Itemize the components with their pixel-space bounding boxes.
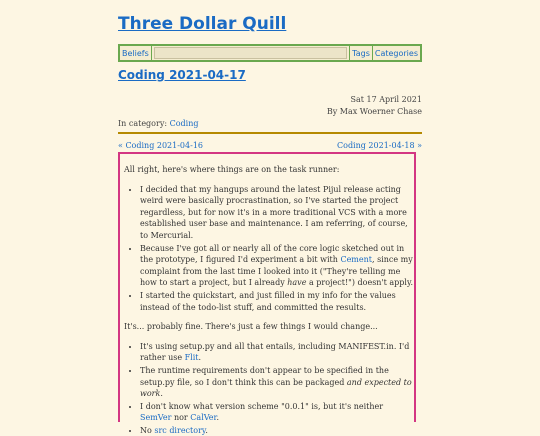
bullet-list-1 [124, 184, 414, 314]
site-title[interactable]: Three Dollar Quill [118, 14, 287, 34]
nav-beliefs-link[interactable]: Beliefs [122, 48, 149, 58]
divider [118, 132, 422, 134]
list-item: • Because I've got all or nearly all of the core logic sketched out in the prototype, I figured I'd experiment a bit with Cement, since my complaint from the last time I looked into it ("They're telling me how to start a project, but I already have a project!") doesn't apply. [140, 243, 414, 289]
post-author: By Max Woerner Chase [326, 107, 422, 116]
nav-categories-link[interactable]: Categories [374, 48, 418, 58]
category-label: In category: [118, 119, 168, 128]
bullet-list-2 [124, 341, 414, 436]
calver-link[interactable]: CalVer [190, 413, 217, 423]
category-link[interactable]: Coding [169, 119, 199, 128]
flit-link[interactable]: Flit [184, 353, 199, 363]
list-item: • The runtime requirements don't appear to be specified in the setup.py file, so I don't think this can be packaged and expected to work. [140, 365, 414, 400]
post-navigation [118, 141, 422, 150]
list-item: • It's using setup.py and all that entails, including MANIFEST.in. I'd rather use Flit. [140, 341, 414, 364]
list-item: • I started the quickstart, and just filled in my info for the values instead of the todo-list stuff, and committed the results. [140, 290, 414, 313]
post-content [118, 152, 416, 435]
nav-divider [151, 46, 152, 60]
nav-tags-link[interactable]: Tags [352, 48, 370, 58]
prev-post-link[interactable]: « Coding 2021-04-16 [118, 141, 203, 150]
next-post-link[interactable]: Coding 2021-04-18 » [337, 141, 422, 150]
paragraph: All right, here's where things are on the task runner: [124, 165, 340, 174]
list-item: • I don't know what version scheme "0.0.1" is, but it's neither SemVer nor CalVer. [140, 401, 414, 424]
search-input[interactable] [154, 47, 347, 59]
src-directory-link[interactable]: src directory [154, 425, 206, 435]
nav-bar [118, 44, 422, 62]
list-item: • I decided that my hangups around the latest Pijul release acting weird were basically procrastination, so I've started the project regardless, but for now it's in a more traditional VCS with a more established user base and maintenance. I am referring, of course, to Mercurial. [140, 184, 414, 242]
post-date: Sat 17 April 2021 [350, 95, 422, 104]
list-item: • No src directory. [140, 425, 414, 436]
cement-link[interactable]: Cement [340, 255, 372, 265]
paragraph: It's... probably fine. There's just a few things I would change... [124, 322, 378, 332]
semver-link[interactable]: SemVer [140, 413, 172, 423]
post-category [118, 119, 198, 128]
post-title[interactable]: Coding 2021-04-17 [118, 68, 246, 82]
